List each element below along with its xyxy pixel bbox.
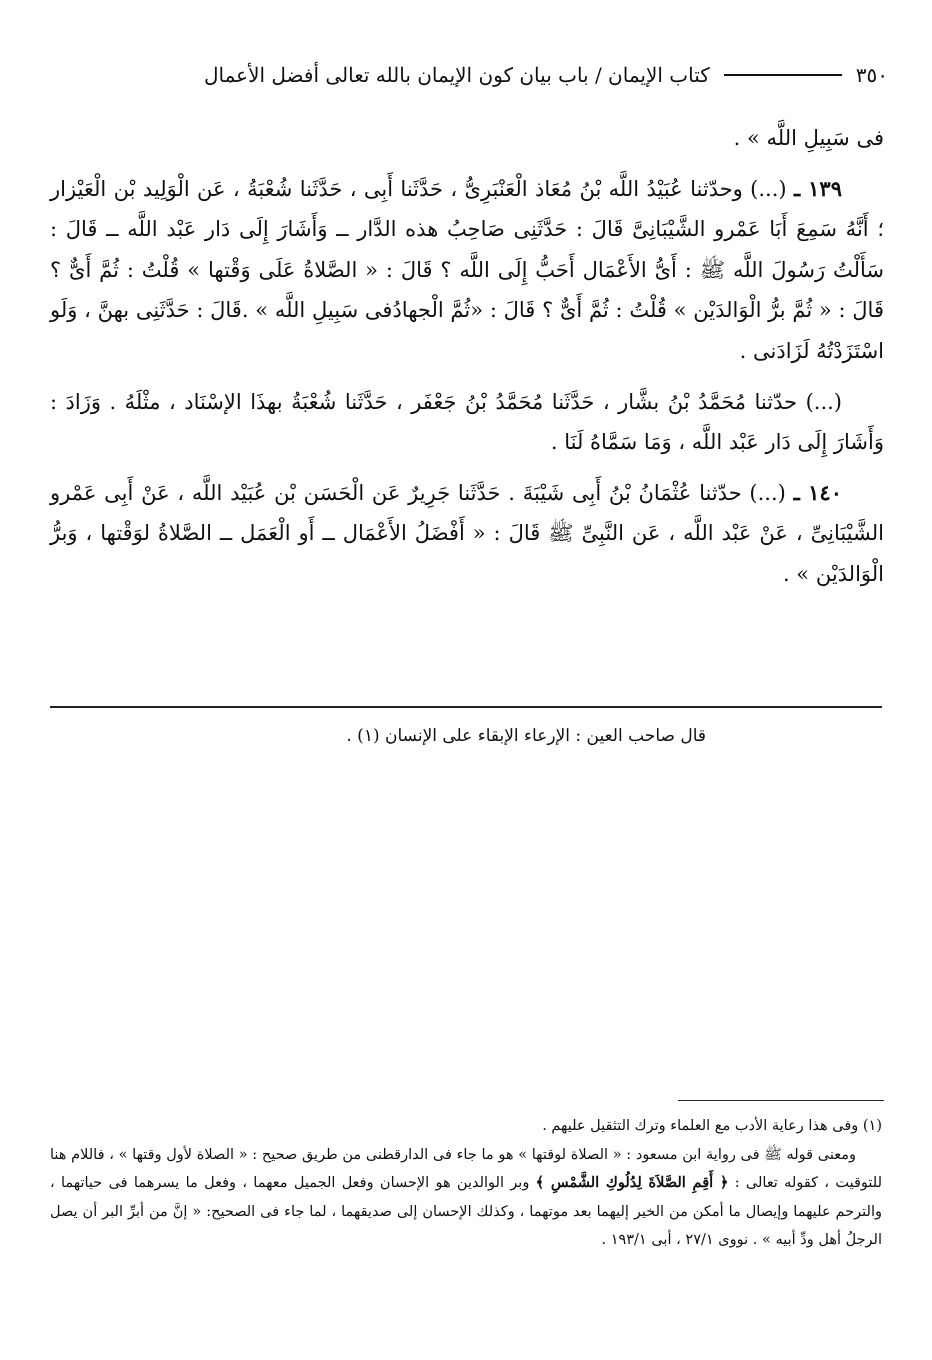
main-separator [50, 706, 882, 708]
commentary-gloss: قال صاحب العين : الإرعاء الإبقاء على الإنسان (١) . [346, 726, 706, 746]
hadith-text: (...) حدّثنا عُثْمَانُ بْنُ أَبِى شَيْبَةَ . حَدَّثَنا جَرِيرٌ عَن الْحَسَن بْن عُبَيْد اللَّه ، عَنْ أَبِى عَمْرو الشَّيْبَانِىِّ ، عَنْ عَبْد اللَّه ، عَن النَّبِىِّ ﷺ قَالَ : « أَفْضَلُ الأَعْمَال ــ أَو الْعَمَل ــ الصَّلاةُ لوَقْتها ، وَبرُّ الْوَالدَيْن » . [50, 480, 884, 586]
footnote-1-commentary [50, 1141, 882, 1255]
main-text [50, 118, 884, 605]
hadith-139-variant [50, 382, 884, 463]
header-dash [724, 74, 842, 76]
page-number: ٣٥٠ [855, 63, 888, 87]
footnote-1: (١) وفى هذا رعاية الأدب مع العلماء وترك التثقيل عليهم . [542, 1118, 882, 1134]
hadith-139 [50, 169, 884, 372]
running-title: كتاب الإيمان / باب بيان كون الإيمان بالله تعالى أفضل الأعمال [203, 63, 710, 87]
footnotes [50, 1112, 882, 1255]
footnote-text: ومعنى قوله ﷺ فى رواية ابن مسعود : « الصلاة لوقتها » هو ما جاء فى الدارقطنى من طريق صحيح : « الصلاة لأول وقتها » ، فاللام هنا للتوقيت ، كقوله تعالى : [50, 1146, 882, 1192]
hadith-140 [50, 473, 884, 595]
hadith-text: (...) حدّثنا مُحَمَّدُ بْنُ بشَّار ، حَدَّثَنا مُحَمَّدُ بْنُ جَعْفَر ، حَدَّثَنا شُعْبَةُ بهذَا الإسْنَاد ، مثْلَهُ . وَزَادَ : وَأَشَارَ إِلَى دَار عَبْد اللَّه ، وَمَا سَمَّاهُ لَنَا . [50, 389, 884, 455]
hadith-text: (...) وحدّثنا عُبَيْدُ اللَّه بْنُ مُعَاذ الْعَنْبَرِىُّ ، حَدَّثَنا أَبِى ، حَدَّثَنا شُعْبَةُ ، عَن الْوَلِيد بْن الْعَيْزار ؛ أَنَّهُ سَمِعَ أَبَا عَمْرو الشَّيْبَانِىَّ قَالَ : حَدَّثَنِى صَاحِبُ هذه الدَّار ــ وَأَشَارَ إِلَى دَار عَبْد اللَّه ــ قَالَ : سَأَلْتُ رَسُولَ اللَّه ﷺ : أَىُّ الأَعْمَال أَحَبُّ إِلَى اللَّه ؟ قَالَ : « الصَّلاةُ عَلَى وَقْتها » قُلْتُ : ثُمَّ أَىٌّ ؟ قَالَ : « ثُمَّ برُّ الْوَالدَيْن » قُلْتُ : ثُمَّ أَىٌّ ؟ قَالَ : «ثُمَّ الْجهادُفى سَبِيلِ اللَّه » .قَالَ : حَدَّثَنِى بهنَّ ، وَلَو اسْتَزَدْتُهُ لَزَادَنى . [50, 176, 884, 363]
hadith-number: ١٤٠ ـ [793, 479, 842, 505]
hadith-number: ١٣٩ ـ [793, 175, 842, 201]
page-header [34, 58, 888, 92]
continuation-line: فى سَبِيلِ اللَّه » . [733, 126, 884, 150]
footnote-text: وبر الوالدين هو الإحسان وفعل الجميل معهما ، وفعل ما يسرهما فى حياتهما ، والترحم عليهما وإيصال ما أمكن من الخير إليهما بعد موتهما ، وكذلك الإحسان إلى صديقهما ، لما جاء فى الصحيح: « إنَّ من أبرِّ البر أن يصل الرجلُ أهل ودِّ أبيه » . نووى ٢٧/١ ، أبى ١٩٣/١ . [50, 1175, 882, 1249]
quran-verse: ﴿ أَقِمِ الصَّلاَةَ لِدُلُوكِ الشَّمْسِ ﴾ [535, 1174, 729, 1192]
footnote-separator [678, 1100, 884, 1101]
